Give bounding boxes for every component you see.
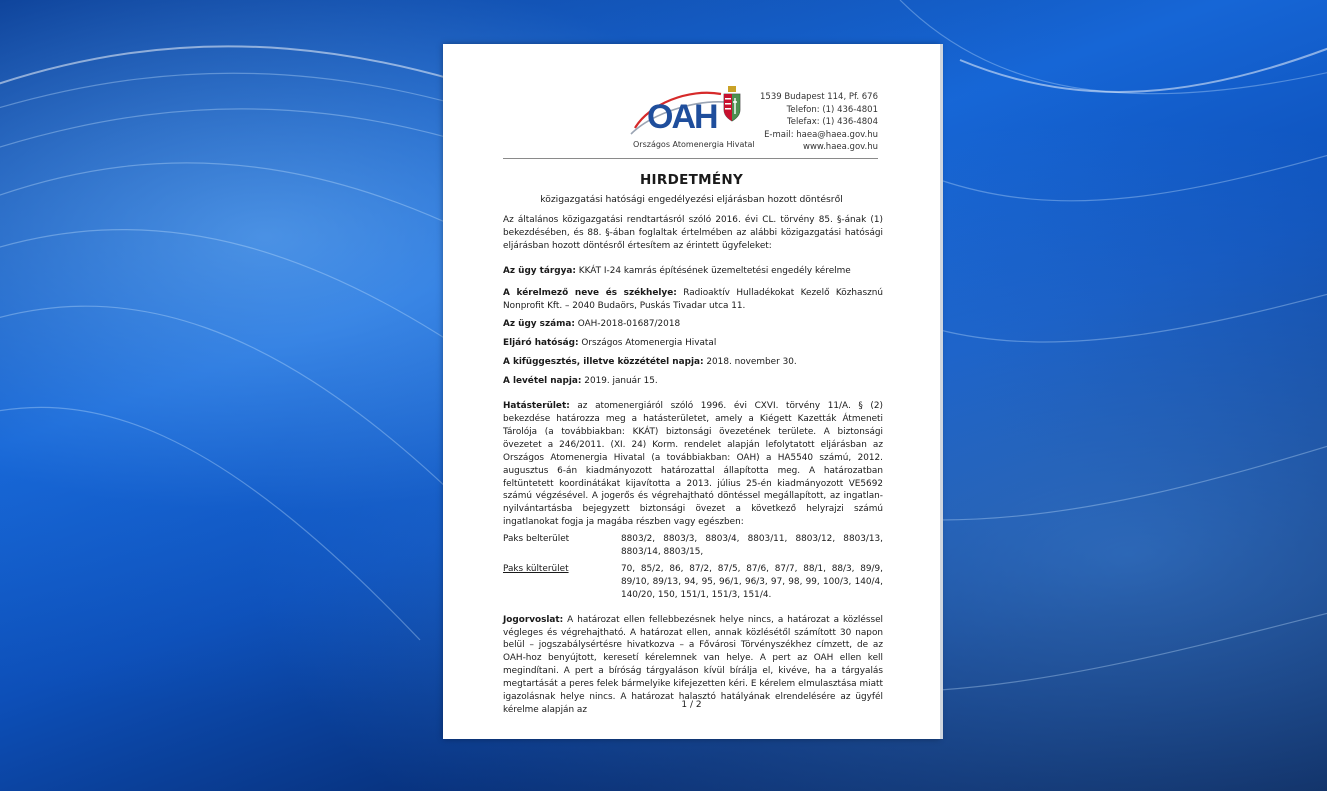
contact-block bbox=[760, 91, 878, 154]
field-label: A kérelmező neve és székhelye: bbox=[503, 287, 677, 298]
intro-paragraph: Az általános közigazgatási rendtartásról szóló 2016. évi CL. törvény 85. §-ának (1) bekezdésében, és 88. §-ában foglaltak értelmében az alábbi közigazgatási hatósági eljárásban hozott döntésről értesítem az érintett ügyfeleket: bbox=[503, 215, 883, 251]
header-divider bbox=[503, 158, 878, 159]
field-authority bbox=[503, 337, 883, 350]
legal-remedy-label: Jogorvoslat: bbox=[503, 614, 564, 625]
agency-name: Országos Atomenergia Hivatal bbox=[633, 140, 755, 149]
field-label: A kifüggesztés, illetve közzététel napja: bbox=[503, 357, 704, 368]
contact-address: 1539 Budapest 114, Pf. 676 bbox=[760, 92, 878, 102]
legal-remedy-text: A határozat ellen fellebbezésnek helye nincs, a határozat a közléssel végleges és végrehajtható. A határozat ellen, annak közlésétől számított 30 napon belül – jogszabálysértésre hivatkozva – a Fővárosi Törvényszékhez címzett, de az OAH-hoz benyújtott, keresetí kérelemnek van helye. A pert az OAH ellen kell megindítani. A pert a bíróság tárgyaláson kívül bírálja el, kivéve, ha a tárgyalás megtartását a peres felek bármelyike kifejezetten kéri. E kérelem elmulasztása miatt igazolásnak helye nincs. A határozat halasztó hatályának elrendelésére az ügyfél kérelme alapján az bbox=[503, 614, 883, 715]
contact-fax: Telefax: (1) 436-4804 bbox=[786, 117, 878, 127]
plot-row-kulterulet bbox=[503, 563, 883, 602]
contact-phone: Telefon: (1) 436-4801 bbox=[786, 104, 878, 115]
page-number: 1 / 2 bbox=[681, 700, 702, 710]
document-body bbox=[503, 214, 883, 717]
field-removal-date bbox=[503, 375, 883, 388]
field-value: Országos Atomenergia Hivatal bbox=[581, 338, 717, 349]
field-applicant bbox=[503, 287, 883, 313]
field-label: A levétel napja: bbox=[503, 376, 582, 387]
field-subject bbox=[503, 265, 883, 278]
plot-label: Paks külterület bbox=[503, 563, 569, 574]
field-value: 2019. január 15. bbox=[584, 376, 658, 387]
field-value: KKÁT I-24 kamrás építésének üzemeltetési engedély kérelme bbox=[578, 265, 851, 276]
impact-area-paragraph bbox=[503, 400, 883, 529]
plot-label: Paks belterület bbox=[503, 534, 570, 545]
plot-row-belterulet bbox=[503, 533, 883, 559]
logo-letters: OAH bbox=[647, 98, 717, 136]
field-posting-date bbox=[503, 356, 883, 369]
field-label: Eljáró hatóság: bbox=[503, 338, 579, 349]
field-label: Az ügy tárgya: bbox=[503, 265, 576, 276]
document-page bbox=[443, 44, 940, 739]
plot-value: 70, 85/2, 86, 87/2, 87/5, 87/6, 87/7, 88/1, 88/3, 89/9, 89/10, 89/13, 94, 95, 96/1, 96/3, 97, 98, 99, 100/3, 140/4, 140/20, 150, 151/1, 151/3, 151/4. bbox=[621, 563, 883, 600]
contact-email[interactable]: E-mail: haea@haea.gov.hu bbox=[764, 129, 878, 140]
document-title: HIRDETMÉNY bbox=[639, 172, 744, 188]
contact-website[interactable]: www.haea.gov.hu bbox=[803, 142, 878, 152]
document-subtitle: közigazgatási hatósági engedélyezési eljárásban hozott döntésről bbox=[540, 194, 843, 205]
impact-area-label: Hatásterület: bbox=[503, 401, 570, 412]
field-value: Radioaktív Hulladékokat Kezelő Közhasznú Nonprofit Kft. – 2040 Budaörs, Puskás Tivadar utca 11. bbox=[503, 287, 883, 311]
field-value: OAH-2018-01687/2018 bbox=[577, 319, 681, 330]
impact-area-text: az atomenergiáról szóló 1996. évi CXVI. törvény 11/A. § (2) bekezdése határozza meg a hatásterületet, amely a Kiégett Kazetták Átmeneti Tárolója (a továbbiakban: KKÁT) biztonsági övezetének területe. A biztonsági övezetet a 246/2011. (XI. 24) Korm. rendelet alapján lefolytatott eljárásban az Országos Atomenergia Hivatal (a továbbiakban: OAH) a HA5540 számú, 2012. augusztus 6-án kiadmányozott határozattal állapította meg. A határozatban feltüntetett koordinátákat kijavította a 2013. július 25-én kiadmányozott VE5692 számú végzésével. A jogerős és végrehajtható döntéssel megállapított, az ingatlan-nyilvántartásba bejegyzett biztonsági övezet a következő helyrajzi számú ingatlanokat fogja ja magába részben vagy egészben: bbox=[503, 401, 883, 528]
plot-value: 8803/2, 8803/3, 8803/4, 8803/11, 8803/12, 8803/13, 8803/14, 8803/15, bbox=[621, 534, 883, 558]
coat-of-arms-icon bbox=[722, 86, 742, 122]
field-case-number bbox=[503, 318, 883, 331]
field-label: Az ügy száma: bbox=[503, 319, 575, 330]
field-value: 2018. november 30. bbox=[706, 357, 797, 368]
